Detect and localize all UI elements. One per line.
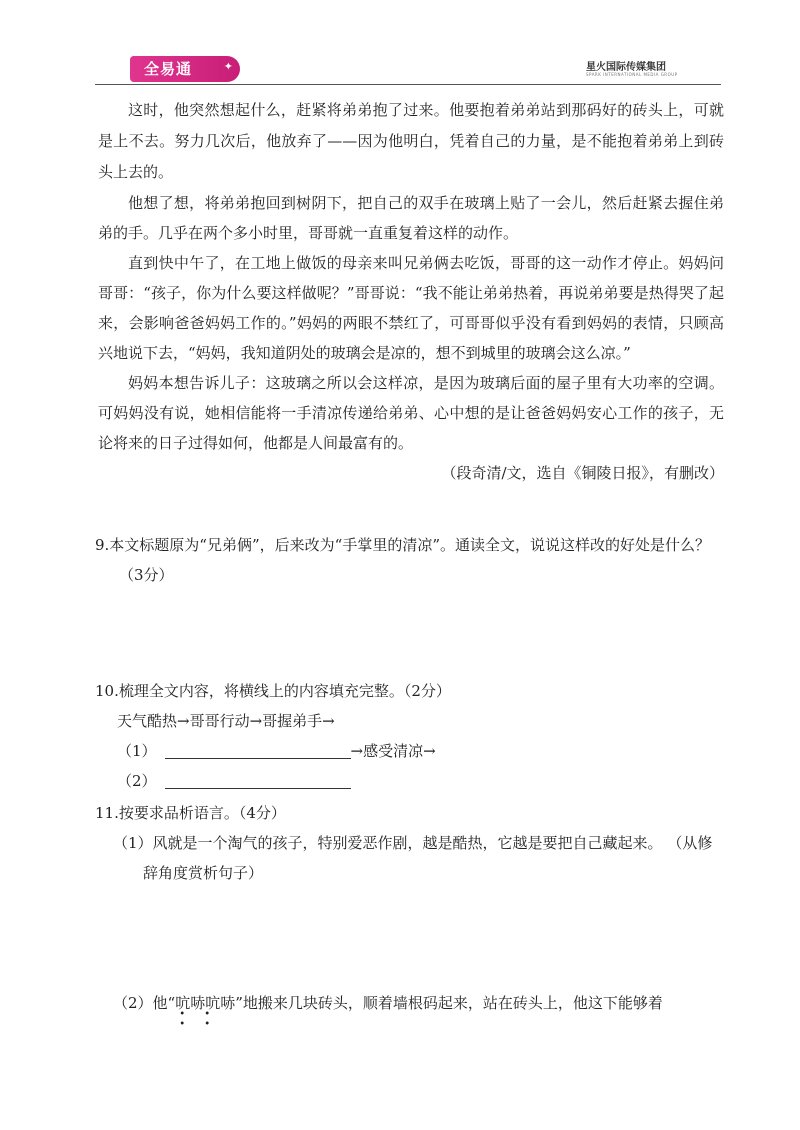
question-10-item-2 [95, 766, 725, 796]
passage-paragraph-1: 这时，他突然想起什么，赶紧将弟弟抱了过来。他要抱着弟弟站到那码好的砖头上，可就是上不去。努力几次后，他放弃了——因为他明白，凭着自己的力量，是不能抱着弟弟上到砖头上去的。 [98, 101, 724, 181]
sparkle-icon: ✦ [223, 60, 234, 73]
passage-paragraph-2: 他想了想，将弟弟抱回到树阴下，把自己的双手在玻璃上贴了一会儿，然后赶紧去握住弟弟的手。几乎在两个多小时里，哥哥就一直重复着这样的动作。 [98, 194, 724, 242]
header-divider [95, 84, 721, 85]
emphasis-dots: • • • • [179, 1009, 219, 1030]
question-11-text: 11.按要求品析语言。（4分） [95, 804, 286, 822]
brand-subtitle: SPARK INTERNATIONAL MEDIA GROUP [586, 72, 678, 77]
item-2-number: （2） [117, 772, 157, 790]
question-11 [95, 798, 725, 888]
question-10-flow: 天气酷热→哥哥行动→哥握弟手→ [117, 712, 335, 730]
question-10-item-1 [95, 736, 725, 766]
answer-blank-2[interactable] [165, 772, 351, 789]
publisher-logo [130, 56, 240, 82]
emphasized-word [175, 988, 236, 1030]
passage-paragraph-3: 直到快中午了，在工地上做饭的母亲来叫兄弟俩去吃饭，哥哥的这一动作才停止。妈妈问哥哥：“孩子，你为什么要这样做呢？”哥哥说：“我不能让弟弟热着，再说弟弟要是热得哭了起来，会影响爸爸妈妈工作的。”妈妈的两眼不禁红了，可哥哥似乎没有看到妈妈的表情，只顾高兴地说下去，“妈妈，我知道阴处的玻璃会是凉的，想不到城里的玻璃会这么凉。” [98, 254, 724, 362]
item-1-continuation: →感受清凉→ [350, 742, 436, 760]
question-10-text: 10.梳理全文内容，将横线上的内容填充完整。（2分） [95, 682, 451, 700]
passage-source: （段奇清/文，选自《铜陵日报》，有删改） [441, 464, 724, 482]
question-11-part-2 [95, 988, 725, 1030]
question-10 [95, 676, 725, 796]
subquestion-2-prefix: （2）他“ [113, 994, 176, 1012]
logo-text: 全易通 [144, 60, 193, 78]
page-header [0, 0, 800, 90]
subquestion-2-suffix: ”地搬来几块砖头，顺着墙根码起来，站在砖头上，他这下能够着 [235, 994, 663, 1012]
brand-name: 星火国际传媒集团 [586, 62, 666, 73]
answer-blank-1[interactable] [165, 742, 351, 759]
emphasized-word-text: 吭哧吭哧 [175, 994, 236, 1012]
item-1-number: （1） [117, 742, 157, 760]
question-9-text: 9.本文标题原为“兄弟俩”，后来改为“手掌里的清凉”。通读全文，说说这样改的好处是什么？（3分） [95, 536, 710, 584]
passage-paragraph-4: 妈妈本想告诉儿子：这玻璃之所以会这样凉，是因为玻璃后面的屋子里有大功率的空调。可妈妈没有说，她相信能将一手清凉传递给弟弟、心中想的是让爸爸妈妈安心工作的孩子，无论将来的日子过得如何，他都是人间最富有的。 [98, 374, 724, 452]
reading-passage [98, 95, 724, 488]
question-11-subquestion-2 [95, 988, 725, 1030]
question-11-subquestion-1: （1）风就是一个淘气的孩子，特别爱恶作剧，越是酷热，它越是要把自己藏起来。 （从修辞角度赏析句子） [113, 834, 713, 882]
question-9 [95, 530, 725, 590]
